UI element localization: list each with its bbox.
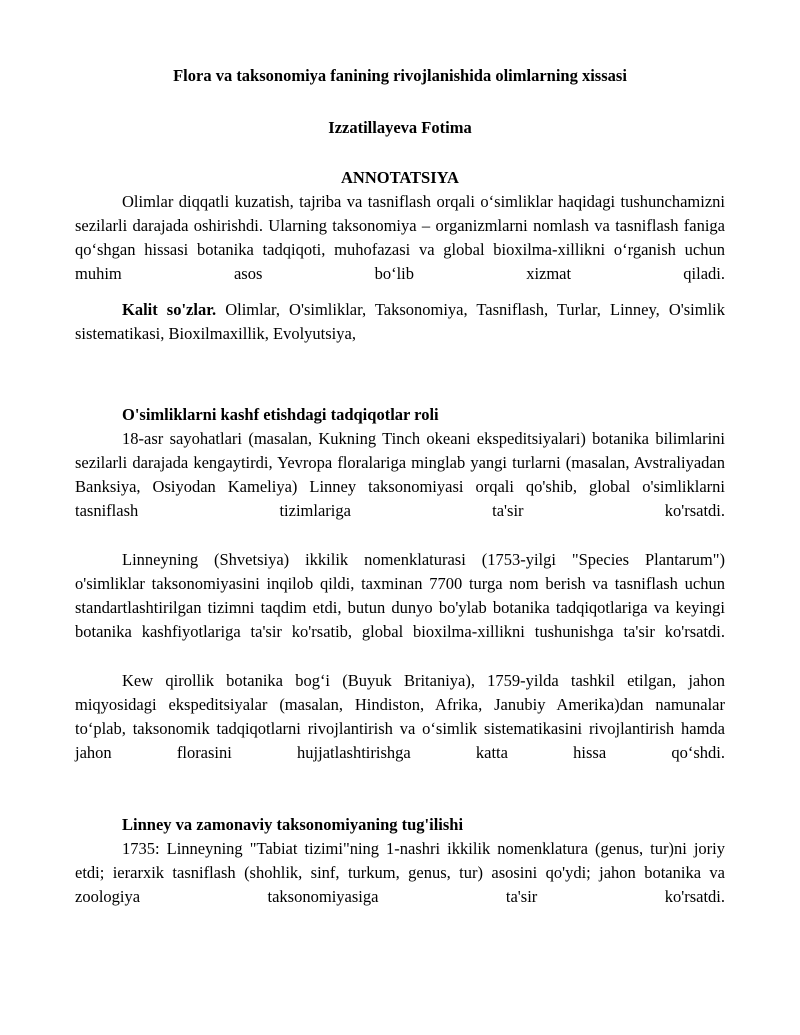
section1-paragraph-3: Kew qirollik botanika bog‘i (Buyuk Britaniya), 1759-yilda tashkil etilgan, jahon miqyosidagi ekspeditsiyalar (masalan, Hindiston, Afrika, Janubiy Amerika)dan namunalar to‘plab, taksonomik tadqiqotlarni rivojlantirish va o‘simlik sistematikasini rivojlantirish hamda jahon florasini hujjatlashtirishga katta hissa qo‘shdi. (75, 671, 725, 762)
keywords-paragraph (75, 298, 725, 346)
section-heading-linnaeus: Linney va zamonaviy taksonomiyaning tug'ilishi (122, 815, 464, 834)
section-heading-exploration: O'simliklarni kashf etishdagi tadqiqotlar roli (122, 405, 439, 424)
section1-paragraph-2: Linneyning (Shvetsiya) ikkilik nomenklaturasi (1753-yilgi "Species Plantarum") o'simliklar taksonomiyasini inqilob qildi, taxminan 7700 turga nom berish va tasniflash uchun standartlashtirilgan tizimni taqdim etdi, butun dunyo bo'ylab botanika tadqiqotlariga va keyingi botanika kashfiyotlariga ta'sir ko'rsatib, global bioxilma-xillikni tushunishga ta'sir ko'rsatdi. (75, 550, 725, 641)
page-content (75, 64, 725, 909)
section2-paragraph-1: 1735: Linneyning "Tabiat tizimi"ning 1-nashri ikkilik nomenklatura (genus, tur)ni joriy etdi; ierarxik tasniflash (shohlik, sinf, turkum, genus, tur) asosini qo'ydi; jahon botanika va zoologiya taksonomiyasiga ta'sir ko'rsatdi. (75, 839, 725, 906)
keywords-label: Kalit so'zlar. (122, 300, 217, 319)
section1-paragraph-1: 18-asr sayohatlari (masalan, Kukning Tinch okeani ekspeditsiyalari) botanika bilimlarini sezilarli darajada kengaytirdi, Yevropa floralariga minglab yangi turlarni (masalan, Avstraliyadan Banksiya, Osiyodan Kameliya) Linney taksonomiyasi orqali qo'shib, global o'simliklarni tasniflash tizimlariga ta'sir ko'rsatdi. (75, 429, 725, 520)
document-title: Flora va taksonomiya fanining rivojlanishida olimlarning xissasi (173, 66, 627, 85)
annotation-heading: ANNOTATSIYA (341, 168, 459, 187)
annotation-paragraph: Olimlar diqqatli kuzatish, tajriba va tasniflash orqali o‘simliklar haqidagi tushunchamizni sezilarli darajada oshirishdi. Ularning taksonomiya – organizmlarni nomlash va tasniflash faniga qo‘shgan hissasi botanika tadqiqoti, muhofazasi va global bioxilma-xillikni o‘rganish uchun muhim asos bo‘lib xizmat qiladi. (75, 192, 725, 283)
author-name: Izzatillayeva Fotima (328, 118, 472, 137)
keywords-text: Olimlar, O'simliklar, Taksonomiya, Tasniflash, Turlar, Linney, O'simlik sistematikasi, Bioxilmaxillik, Evolyutsiya, (75, 300, 725, 343)
